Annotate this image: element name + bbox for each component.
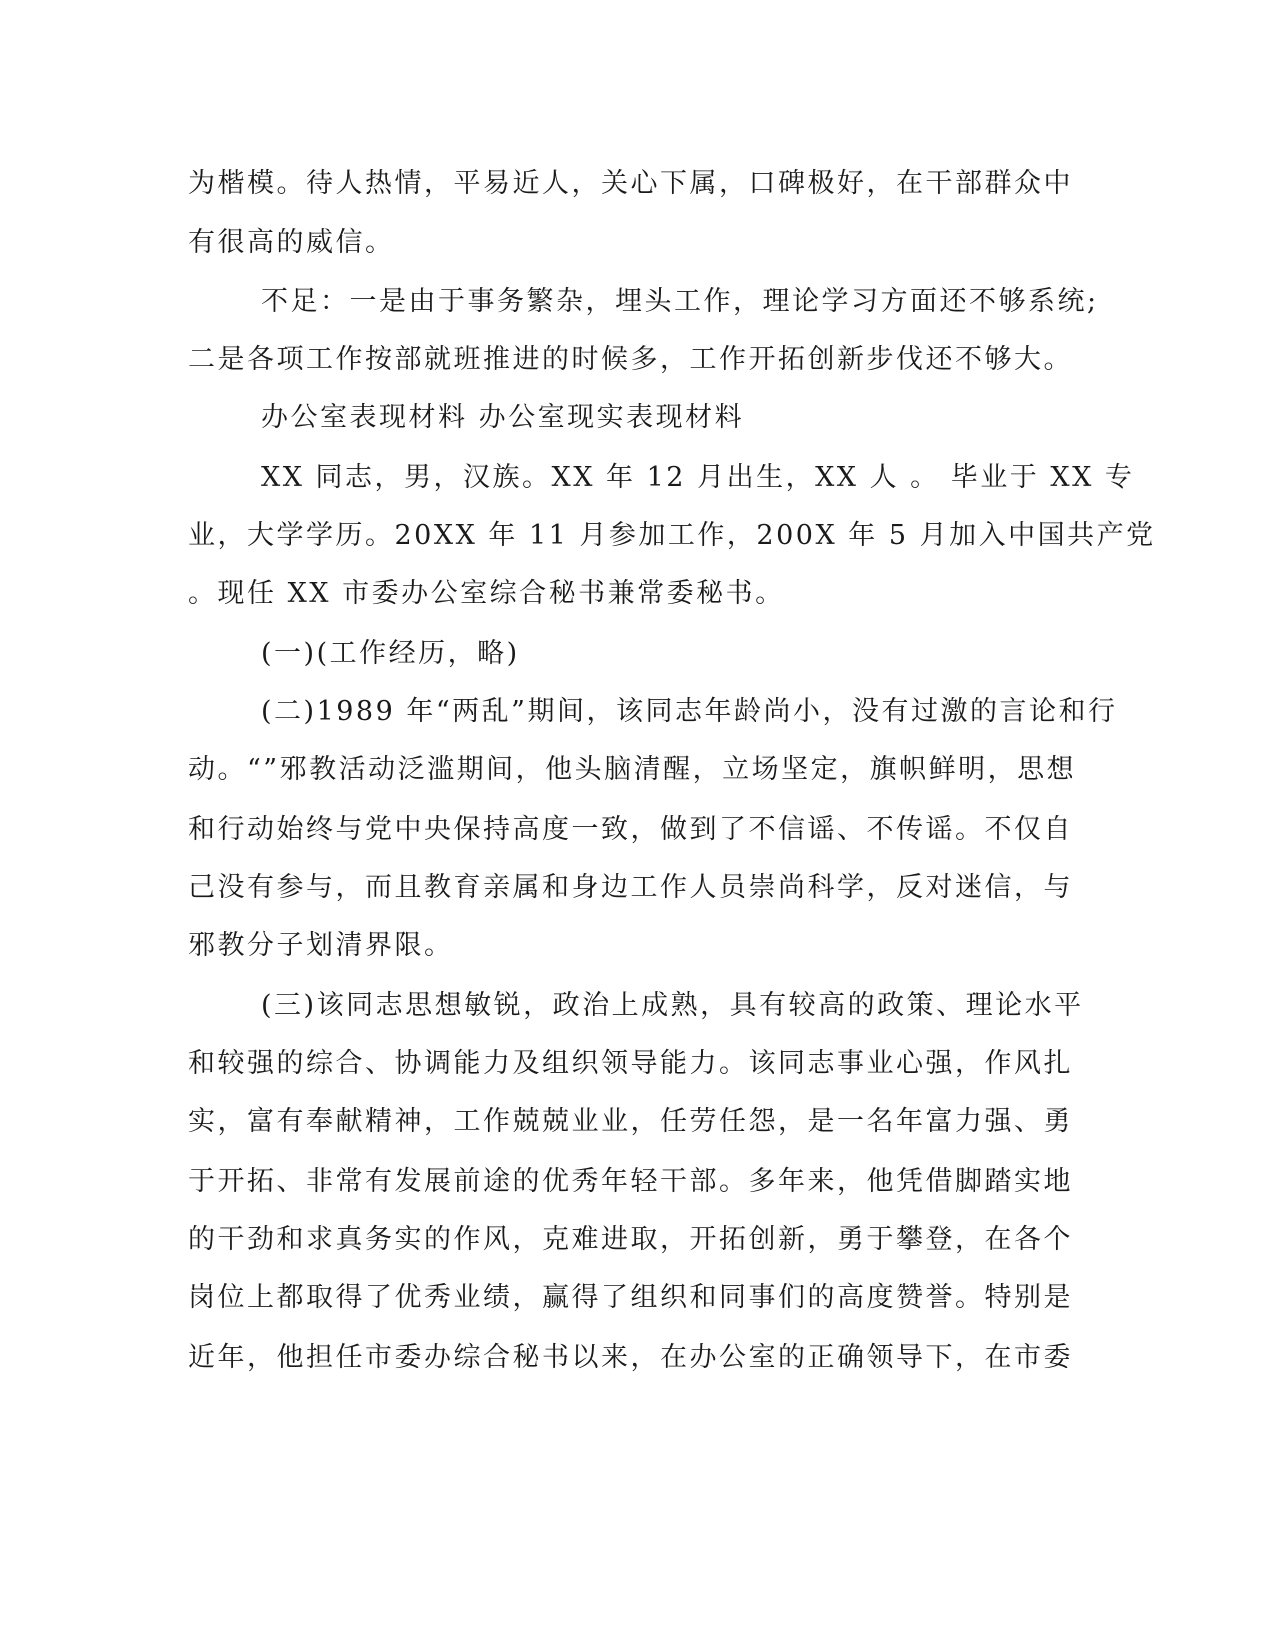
text-line: 有很高的威信。: [188, 227, 395, 258]
text-line: 不足：一是由于事务繁杂，埋头工作，理论学习方面还不够系统;: [261, 286, 1099, 317]
text-line: 和行动始终与党中央保持高度一致，做到了不信谣、不传谣。不仅自: [188, 814, 1073, 845]
text-line: 业，大学学历。20XX 年 11 月参加工作，200X 年 5 月加入中国共产党: [188, 520, 1156, 551]
text-line: (一)(工作经历，略): [261, 638, 520, 669]
text-line: 于开拓、非常有发展前途的优秀年轻干部。多年来，他凭借脚踏实地: [188, 1166, 1073, 1197]
text-line: 动。“”邪教活动泛滥期间，他头脑清醒，立场坚定，旗帜鲜明，思想: [188, 754, 1077, 785]
text-line: 的干劲和求真务实的作风，克难进取，开拓创新，勇于攀登，在各个: [188, 1224, 1073, 1255]
text-line: 实，富有奉献精神，工作兢兢业业，任劳任怨，是一名年富力强、勇: [188, 1106, 1073, 1137]
text-line: 邪教分子划清界限。: [188, 930, 454, 961]
text-line: 近年，他担任市委办综合秘书以来，在办公室的正确领导下，在市委: [188, 1342, 1073, 1373]
text-line: 岗位上都取得了优秀业绩，赢得了组织和同事们的高度赞誉。特别是: [188, 1282, 1073, 1313]
text-line: (三)该同志思想敏锐，政治上成熟，具有较高的政策、理论水平: [261, 990, 1084, 1021]
section-heading: 办公室表现材料 办公室现实表现材料: [261, 402, 745, 433]
text-line: 和较强的综合、协调能力及组织领导能力。该同志事业心强，作风扎: [188, 1048, 1073, 1079]
text-line: 。现任 XX 市委办公室综合秘书兼常委秘书。: [188, 578, 785, 609]
text-line: (二)1989 年“两乱”期间，该同志年龄尚小，没有过激的言论和行: [261, 696, 1118, 727]
text-line: 二是各项工作按部就班推进的时候多，工作开拓创新步伐还不够大。: [188, 344, 1073, 375]
text-line: 为楷模。待人热情，平易近人，关心下属，口碑极好，在干部群众中: [188, 168, 1073, 199]
text-line: 己没有参与，而且教育亲属和身边工作人员崇尚科学，反对迷信，与: [188, 872, 1073, 903]
text-line: XX 同志，男，汉族。XX 年 12 月出生，XX 人 。 毕业于 XX 专: [261, 462, 1135, 493]
